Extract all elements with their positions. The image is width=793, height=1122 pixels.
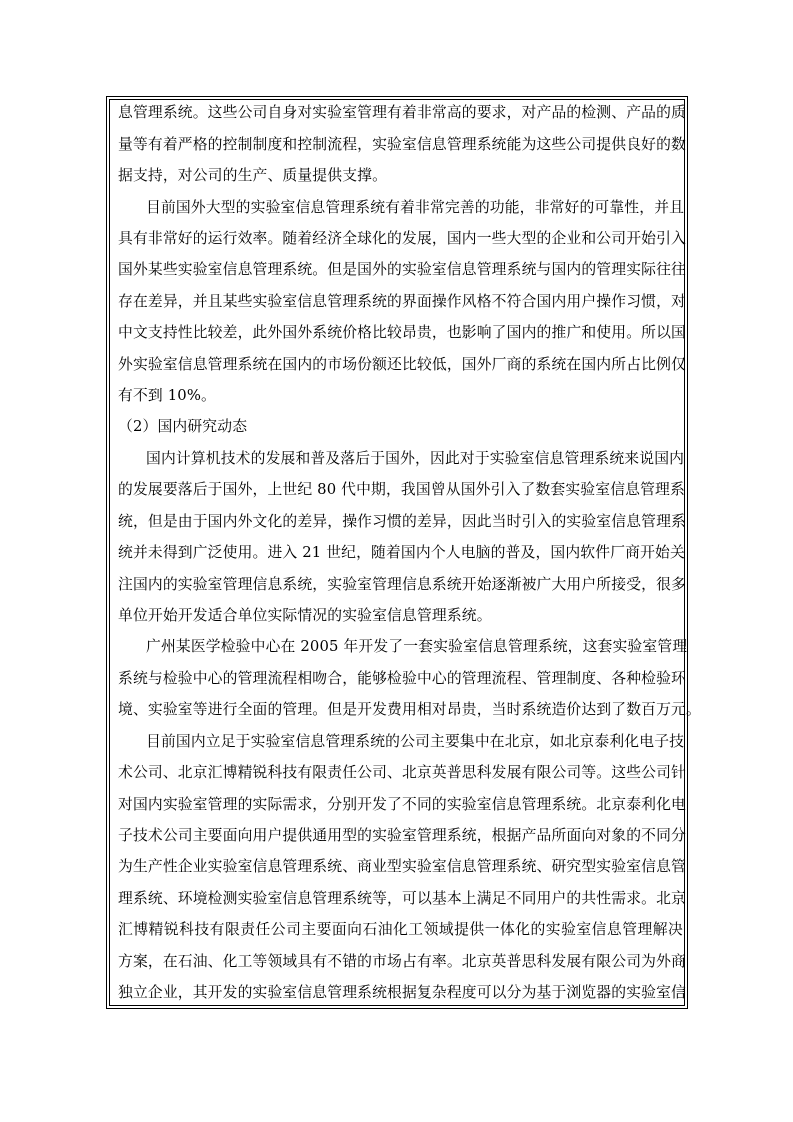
text-line: 注国内的实验室管理信息系统，实验室管理信息系统开始逐渐被广大用户所接受，很多 (118, 576, 686, 593)
text-line: 据支持，对公司的生产、质量提供支撑。 (118, 167, 388, 184)
text-line: 中文支持性比较差，此外国外系统价格比较昂贵，也影响了国内的推广和使用。所以国 (118, 324, 686, 341)
text-line: 具有非常好的运行效率。随着经济全球化的发展，国内一些大型的企业和公司开始引入 (118, 230, 686, 247)
text-line: 对国内实验室管理的实际需求，分别开发了不同的实验室信息管理系统。北京泰利化电 (118, 796, 686, 813)
text-line: 境、实验室等进行全面的管理。但是开发费用相对昂贵，当时系统造价达到了数百万元。 (118, 701, 701, 718)
text-line: 有不到 10%。 (118, 387, 216, 404)
text-line: 存在差异，并且某些实验室信息管理系统的界面操作风格不符合国内用户操作习惯，对 (118, 293, 686, 310)
text-line: 独立企业，其开发的实验室信息管理系统根据复杂程度可以分为基于浏览器的实验室信 (118, 984, 686, 1001)
text-line: 统，但是由于国内外文化的差异，操作习惯的差异，因此当时引入的实验室信息管理系 (118, 513, 686, 530)
text-line: 目前国内立足于实验室信息管理系统的公司主要集中在北京，如北京泰利化电子技 (146, 733, 685, 750)
text-line: 国内计算机技术的发展和普及落后于国外，因此对于实验室信息管理系统来说国内 (146, 450, 685, 467)
text-line: 广州某医学检验中心在 2005 年开发了一套实验室信息管理系统，这套实验室管理 (146, 638, 688, 655)
text-line: 外实验室信息管理系统在国内的市场份额还比较低，国外厂商的系统在国内所占比例仅 (118, 356, 686, 373)
section-heading: （2）国内研究动态 (118, 418, 248, 435)
text-line: 目前国外大型的实验室信息管理系统有着非常完善的功能，非常好的可靠性，并且 (146, 199, 685, 216)
text-line: 国外某些实验室信息管理系统。但是国外的实验室信息管理系统与国内的管理实际往往 (118, 261, 686, 278)
text-line: 单位开始开发适合单位实际情况的实验室信息管理系统。 (118, 607, 492, 624)
text-line: 为生产性企业实验室信息管理系统、商业型实验室信息管理系统、研究型实验室信息管 (118, 858, 686, 875)
text-line: 量等有着严格的控制制度和控制流程，实验室信息管理系统能为这些公司提供良好的数 (118, 136, 686, 153)
text-line: 的发展要落后于国外，上世纪 80 代中期，我国曾从国外引入了数套实验室信息管理系 (118, 481, 685, 498)
text-line: 汇博精锐科技有限责任公司主要面向石油化工领域提供一体化的实验室信息管理解决 (118, 921, 683, 938)
text-line: 术公司、北京汇博精锐科技有限责任公司、北京英普思科发展有限公司等。这些公司针 (118, 764, 686, 781)
text-line: 子技术公司主要面向用户提供通用型的实验室管理系统，根据产品所面向对象的不同分 (118, 827, 686, 844)
text-line: 统并未得到广泛使用。进入 21 世纪，随着国内个人电脑的普及，国内软件厂商开始关 (118, 544, 685, 561)
text-line: 息管理系统。这些公司自身对实验室管理有着非常高的要求，对产品的检测、产品的质 (118, 104, 686, 121)
text-line: 系统与检验中心的管理流程相吻合，能够检验中心的管理流程、管理制度、各种检验环 (118, 670, 686, 687)
text-line: 方案，在石油、化工等领域具有不错的市场占有率。北京英普思科发展有限公司为外商 (118, 953, 686, 970)
text-line: 理系统、环境检测实验室信息管理系统等，可以基本上满足不同用户的共性需求。北京 (118, 890, 686, 907)
